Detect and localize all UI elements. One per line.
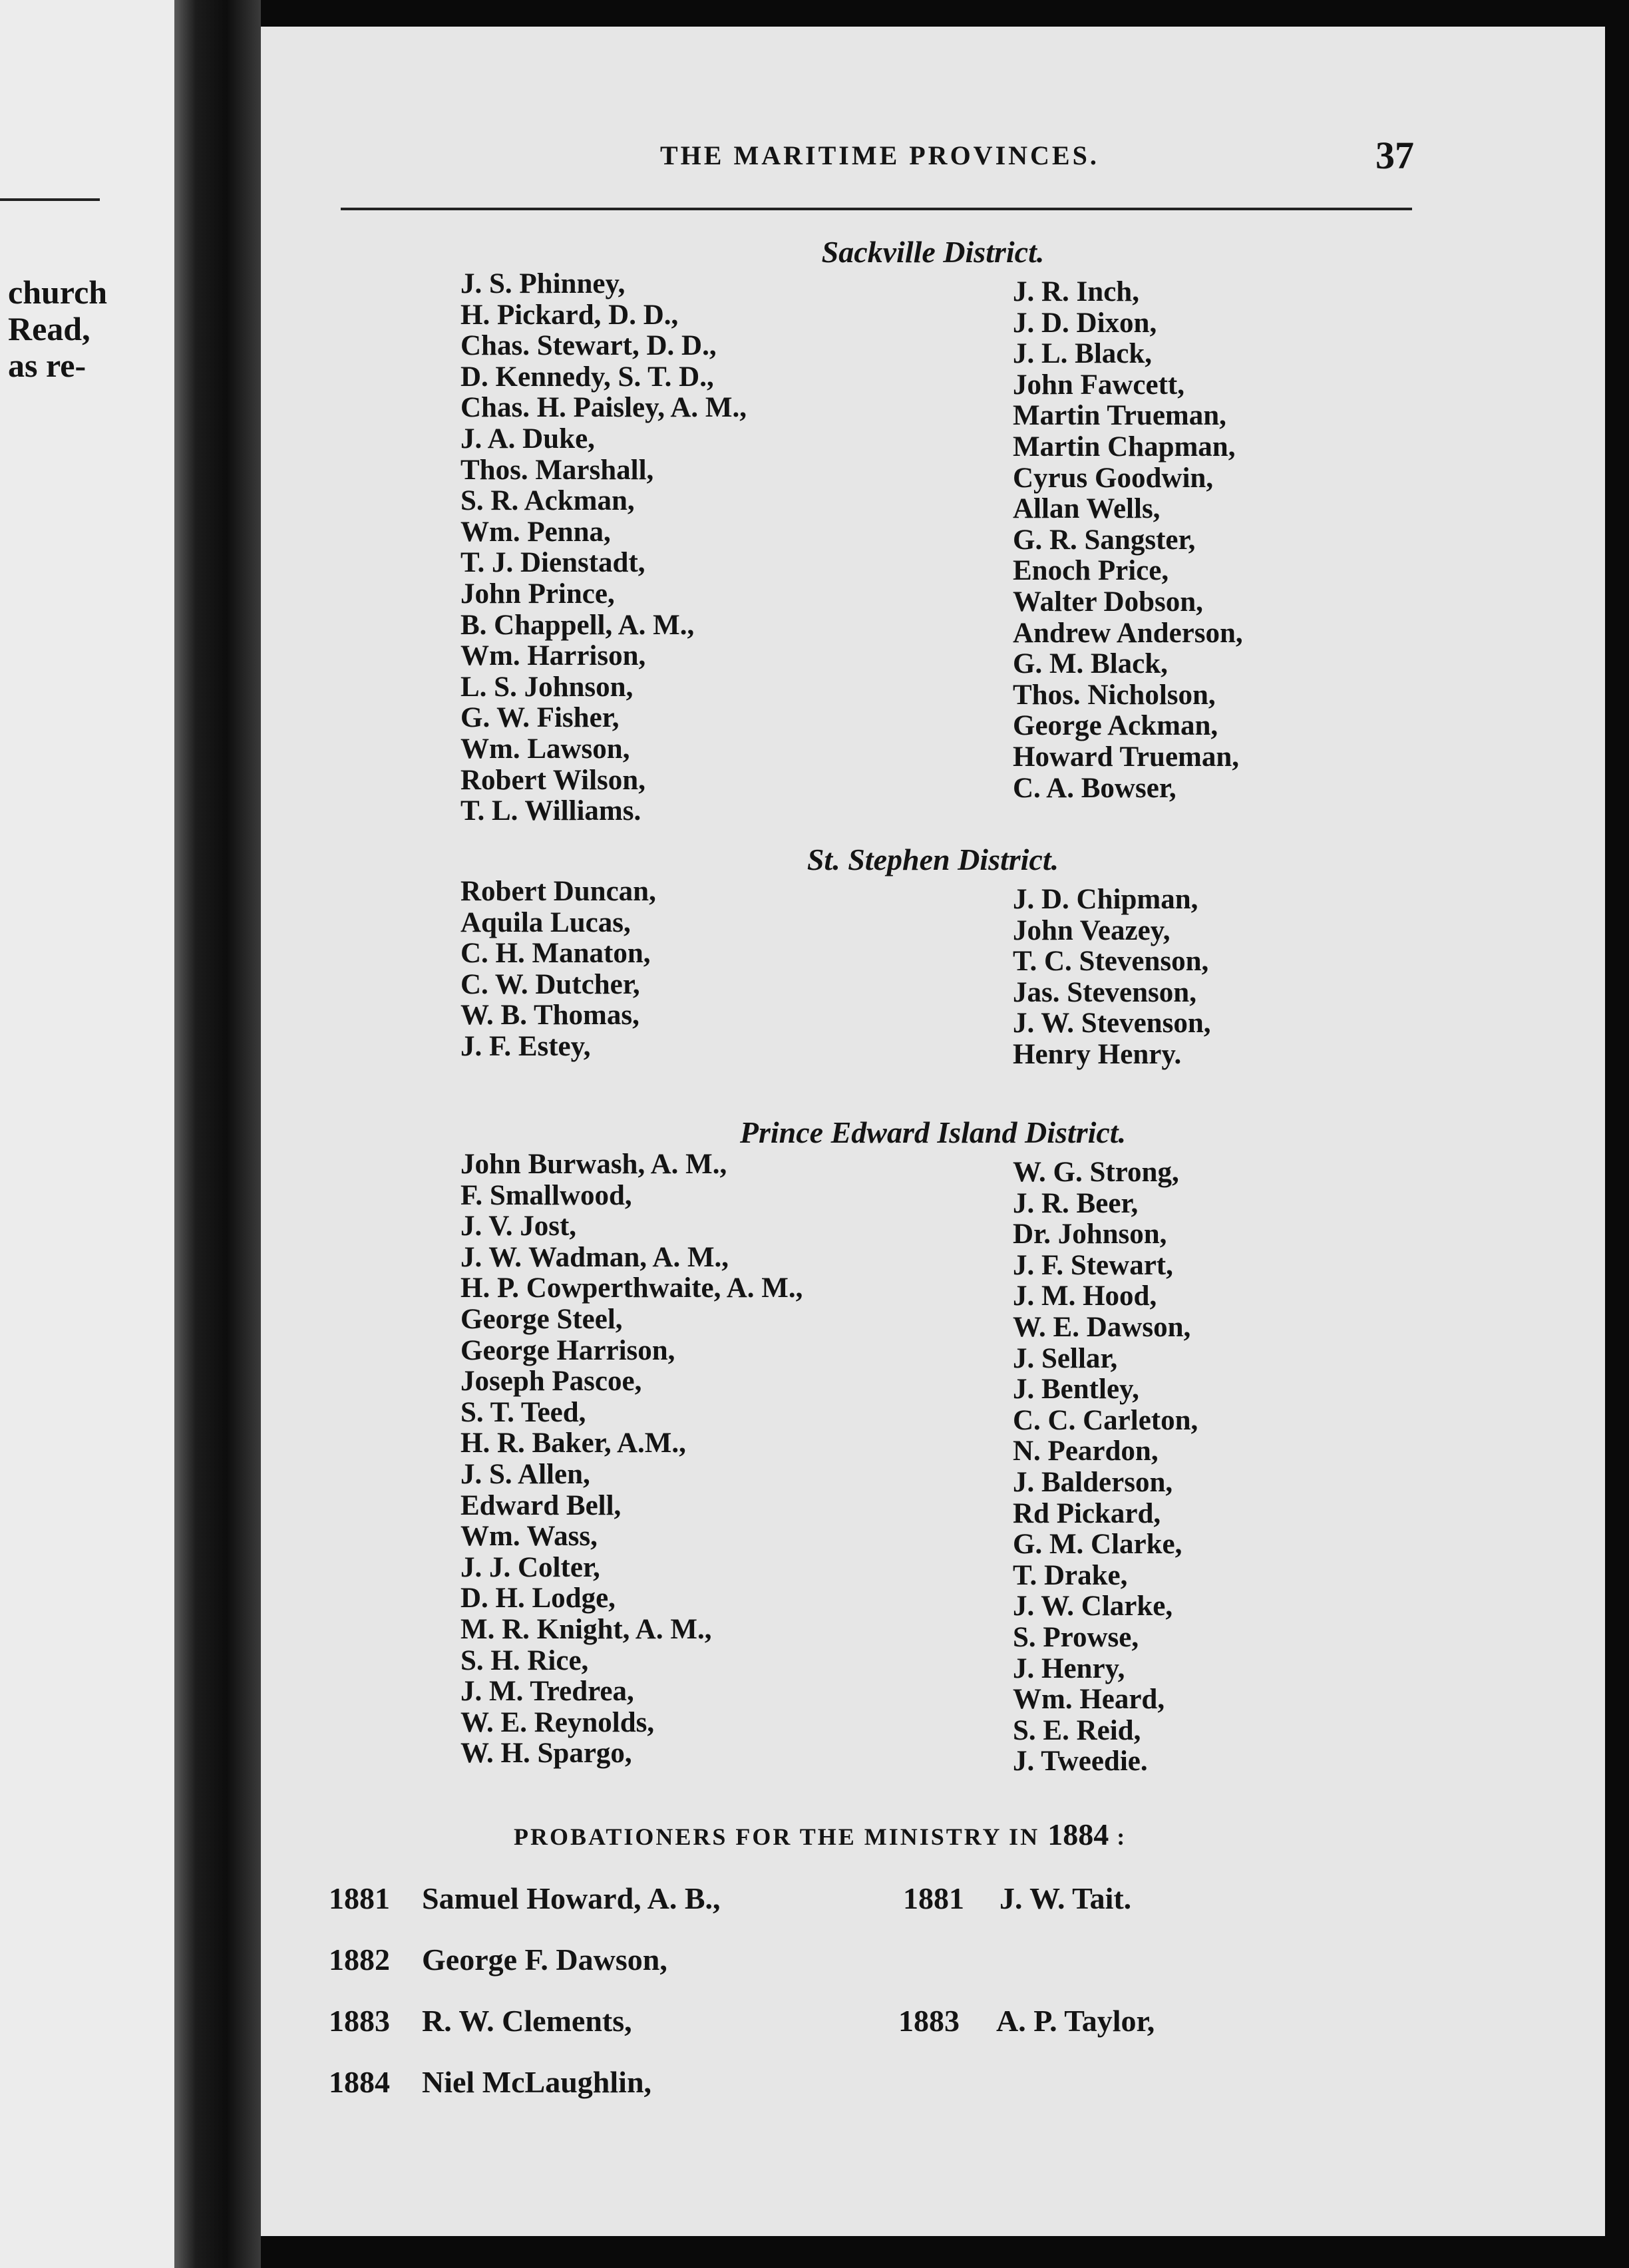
list-item: H. R. Baker, A.M., [460,1427,686,1459]
list-item: J. Balderson, [1013,1466,1173,1498]
probationer-name: R. W. Clements, [422,2004,632,2038]
list-item: J. L. Black, [1013,338,1153,370]
list-item: S. R. Ackman, [460,485,635,517]
list-item: J. W. Stevenson, [1013,1008,1211,1040]
list-item: Enoch Price, [1013,555,1169,587]
list-item: Wm. Lawson, [460,733,630,765]
list-item: Howard Trueman, [1013,741,1240,773]
list-item: Wm. Penna, [460,516,611,548]
probationer-name: J. W. Tait. [999,1881,1132,1915]
list-item: T. L. Williams. [460,795,641,827]
list-item: T. J. Dienstadt, [460,547,645,579]
list-item: Dr. Johnson, [1013,1219,1167,1250]
list-item: G. W. Fisher, [460,702,620,734]
district-title-st-stephen: St. Stephen District. [807,843,1059,876]
list-item: W. E. Reynolds, [460,1706,655,1738]
list-item: John Fawcett, [1013,369,1184,401]
list-item: Walter Dobson, [1013,586,1203,618]
list-item: T. Drake, [1013,1559,1128,1591]
page-title: THE MARITIME PROVINCES. [660,140,1099,170]
list-item: C. C. Carleton, [1013,1404,1198,1436]
list-item: Robert Wilson, [460,764,645,796]
list-item: T. C. Stevenson, [1013,946,1209,978]
list-item: J. M. Tredrea, [460,1676,634,1708]
left-page-text: church [8,274,108,311]
list-item: C. H. Manaton, [460,938,651,970]
list-item: D. Kennedy, S. T. D., [460,361,714,393]
list-item: G. M. Black, [1013,648,1168,680]
list-item: J. F. Estey, [460,1030,591,1062]
list-item: H. P. Cowperthwaite, A. M., [460,1272,803,1304]
district-title-prince-edward-island: Prince Edward Island District. [739,1115,1127,1149]
probationer-year: 1881 [903,1881,964,1915]
list-item: J. A. Duke, [460,423,595,455]
st-stephen-right-column [1013,884,1211,1071]
list-item: J. D. Chipman, [1013,884,1198,915]
list-item: J. Henry, [1013,1652,1125,1684]
list-item: D. H. Lodge, [460,1583,616,1614]
list-item: S. H. Rice, [460,1644,589,1676]
page-number: 37 [1375,134,1414,177]
probationer-year: 1883 [898,2004,960,2038]
probationer-name: George F. Dawson, [422,1943,667,1977]
list-item: G. M. Clarke, [1013,1529,1182,1561]
list-item: J. Tweedie. [1013,1746,1148,1778]
list-item: Cyrus Goodwin, [1013,462,1214,494]
list-item: J. J. Colter, [460,1551,600,1583]
probationer-year: 1884 [329,2065,390,2099]
list-item: Wm. Wass, [460,1521,598,1553]
list-item: Joseph Pascoe, [460,1366,642,1398]
list-item: C. A. Bowser, [1013,772,1176,804]
list-item: W. B. Thomas, [460,1000,639,1032]
probationer-name: Niel McLaughlin, [422,2065,652,2099]
district-title-sackville: Sackville District. [821,235,1045,269]
list-item: George Steel, [460,1303,623,1335]
document-page [261,27,1605,2236]
list-item: C. W. Dutcher, [460,968,640,1000]
list-item: J. V. Jost, [460,1211,577,1242]
list-item: J. W. Wadman, A. M., [460,1241,729,1273]
probationer-year: 1882 [329,1943,390,1977]
list-item: Robert Duncan, [460,876,656,907]
list-item: John Veazey, [1013,914,1171,946]
list-item: George Harrison, [460,1334,675,1366]
list-item: John Burwash, A. M., [460,1149,727,1180]
list-item: Rd Pickard, [1013,1497,1161,1529]
header-rule [341,208,1412,210]
probationer-year: 1881 [329,1881,390,1915]
list-item: S. E. Reid, [1013,1714,1141,1746]
list-item: J. W. Clarke, [1013,1591,1173,1622]
list-item: W. G. Strong, [1013,1157,1179,1188]
sackville-right-column [1013,277,1243,804]
list-item: Martin Chapman, [1013,431,1236,463]
list-item: F. Smallwood, [460,1179,632,1211]
list-item: J. R. Inch, [1013,276,1139,307]
st-stephen-left-column [460,876,656,1063]
list-item: Chas. H. Paisley, A. M., [460,392,747,424]
pei-right-column [1013,1157,1198,1778]
list-item: Martin Trueman, [1013,400,1226,432]
list-item: W. E. Dawson, [1013,1311,1191,1343]
list-item: John Prince, [460,578,615,610]
list-item: N. Peardon, [1013,1435,1159,1467]
probationers-heading [514,1817,1127,1852]
probationers-year: 1884 [1047,1817,1109,1851]
list-item: J. F. Stewart, [1013,1249,1173,1281]
list-item: B. Chappell, A. M., [460,609,695,641]
list-item: H. Pickard, D. D., [460,299,679,331]
list-item: J. Bentley, [1013,1374,1139,1406]
list-item: G. R. Sangster, [1013,524,1196,556]
list-item: L. S. Johnson, [460,671,634,703]
list-item: Wm. Heard, [1013,1684,1165,1716]
probationers-title: PROBATIONERS FOR THE MINISTRY IN [514,1823,1040,1850]
probationer-name: A. P. Taylor, [996,2004,1155,2038]
list-item: J. D. Dixon, [1013,307,1157,339]
sackville-left-column [460,269,747,827]
list-item: Aquila Lucas, [460,906,631,938]
list-item: Edward Bell, [460,1489,622,1521]
list-item: Chas. Stewart, D. D., [460,330,717,362]
list-item: Jas. Stevenson, [1013,976,1196,1008]
left-page-rule [0,198,100,201]
book-gutter [174,0,261,2268]
left-page-text: as re- [8,347,87,384]
list-item: George Ackman, [1013,710,1218,742]
list-item: W. H. Spargo, [460,1738,632,1770]
left-page-text: Read, [8,310,90,347]
list-item: M. R. Knight, A. M., [460,1613,712,1645]
list-item: J. M. Hood, [1013,1280,1157,1312]
list-item: J. Sellar, [1013,1342,1118,1374]
list-item: Allan Wells, [1013,493,1161,525]
list-item: Thos. Nicholson, [1013,679,1216,711]
list-item: J. S. Allen, [460,1458,590,1490]
list-item: Henry Henry. [1013,1038,1182,1070]
probationer-year: 1883 [329,2004,390,2038]
probationers-suffix: : [1117,1823,1127,1850]
pei-left-column [460,1149,803,1770]
left-page-fragment [0,0,174,2268]
list-item: J. S. Phinney, [460,268,626,299]
list-item: S. Prowse, [1013,1621,1139,1653]
list-item: Wm. Harrison, [460,640,646,672]
probationer-name: Samuel Howard, A. B., [422,1881,721,1915]
list-item: S. T. Teed, [460,1396,586,1428]
list-item: Thos. Marshall, [460,454,654,486]
list-item: Andrew Anderson, [1013,617,1243,649]
list-item: J. R. Beer, [1013,1187,1139,1219]
